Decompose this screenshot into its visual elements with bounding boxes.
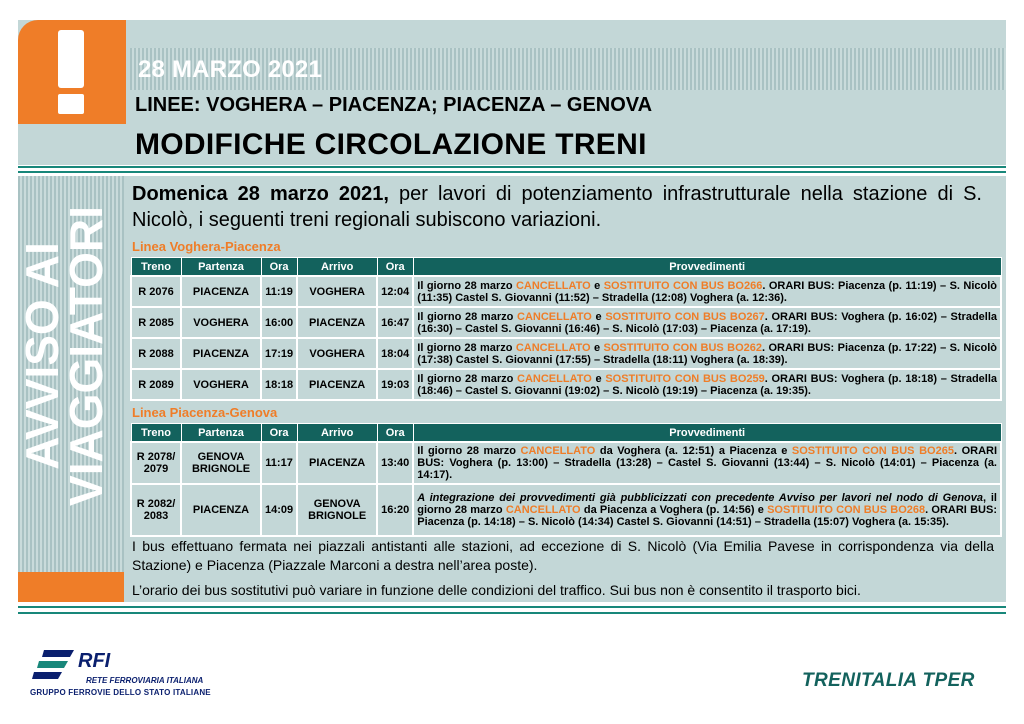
section-title-voghera-piacenza: Linea Voghera-Piacenza xyxy=(132,239,281,254)
cell-arrivo: VOGHERA xyxy=(297,276,377,307)
col-partenza: Partenza xyxy=(181,258,261,277)
cancel-badge: CANCELLATO xyxy=(515,341,591,354)
prov-text: Il giorno 28 marzo xyxy=(417,341,516,354)
prov-text: Il giorno 28 marzo xyxy=(417,279,516,292)
cell-ora-partenza: 18:18 xyxy=(261,369,297,400)
col-ora: Ora xyxy=(377,258,413,277)
prov-text: e xyxy=(591,372,606,385)
cell-treno: R 2082/ 2083 xyxy=(131,484,181,536)
cell-ora-arrivo: 12:04 xyxy=(377,276,413,307)
cell-arrivo: PIACENZA xyxy=(297,369,377,400)
cell-treno: R 2076 xyxy=(131,276,181,307)
cell-provvedimenti xyxy=(413,338,1001,369)
cell-treno: R 2089 xyxy=(131,369,181,400)
cell-treno: R 2088 xyxy=(131,338,181,369)
cancel-badge: CANCELLATO xyxy=(517,372,592,385)
cell-ora-arrivo: 13:40 xyxy=(377,442,413,484)
cell-arrivo: GENOVA BRIGNOLE xyxy=(297,484,377,536)
section-title-piacenza-genova: Linea Piacenza-Genova xyxy=(132,405,278,420)
divider xyxy=(18,171,1006,173)
cell-ora-arrivo: 16:47 xyxy=(377,307,413,338)
trenitalia-tper-logo: TRENITALIA TPER xyxy=(802,670,975,691)
bus-stops-note: I bus effettuano fermata nei piazzali antistanti alle stazioni, ad eccezione di S. Nicolò (Via Emilia Pavese in corrispondenza via della Stazione) e Piacenza (Piazzale Marconi a destra nell’area poste). xyxy=(132,538,994,573)
cell-arrivo: PIACENZA xyxy=(297,307,377,338)
cell-provvedimenti xyxy=(413,484,1001,536)
col-arrivo: Arrivo xyxy=(297,424,377,443)
bus-badge: SOSTITUITO CON BUS BO266 xyxy=(603,279,763,292)
col-ora: Ora xyxy=(261,258,297,277)
bus-schedule-note: L’orario dei bus sostitutivi può variare in funzione delle condizioni del traffico. Sui bus non è consentito il trasporto bici. xyxy=(132,582,861,598)
vertical-banner-line2: VIAGGIATORI xyxy=(60,206,112,506)
notice-lines: LINEE: VOGHERA – PIACENZA; PIACENZA – GENOVA xyxy=(135,94,653,116)
col-provvedimenti: Provvedimenti xyxy=(413,258,1001,277)
cell-ora-partenza: 17:19 xyxy=(261,338,297,369)
table-row xyxy=(131,442,1001,484)
table-row xyxy=(131,369,1001,400)
intro-date: Domenica 28 marzo 2021, xyxy=(132,183,389,205)
prov-text: . ORARI BUS: Voghera (p. 18:18) – Stradella (18:46) – Castel S. Giovanni (19:02) – S. Nicolò (19:19) – Piacenza (a. 19:35). xyxy=(417,372,998,397)
vertical-banner-line1: AVVISO AI xyxy=(16,242,68,470)
rfi-logo-text: RFI xyxy=(78,650,111,672)
cell-partenza: VOGHERA xyxy=(181,307,261,338)
col-partenza: Partenza xyxy=(181,424,261,443)
cell-ora-arrivo: 19:03 xyxy=(377,369,413,400)
cell-ora-arrivo: 18:04 xyxy=(377,338,413,369)
rfi-subtitle: RETE FERROVIARIA ITALIANA xyxy=(86,676,204,685)
cancel-badge: CANCELLATO xyxy=(515,279,591,292)
exclamation-bar xyxy=(58,30,84,88)
cell-provvedimenti xyxy=(413,442,1001,484)
cell-ora-arrivo: 16:20 xyxy=(377,484,413,536)
divider xyxy=(18,612,1006,614)
prov-text: . ORARI BUS: Piacenza (p. 17:22) – S. Nicolò (17:38) Castel S. Giovanni (17:55) – Stradella (18:11) Voghera (a. 18:39). xyxy=(417,341,998,366)
prov-text: . ORARI BUS: Piacenza (p. 11:19) – S. Nicolò (11:35) Castel S. Giovanni (11:52) – Stradella (12:08) Voghera (a. 12:36). xyxy=(417,279,998,304)
table-header xyxy=(131,424,1001,443)
prov-text: Il giorno 28 marzo xyxy=(417,310,518,323)
cell-arrivo: VOGHERA xyxy=(297,338,377,369)
prov-text: . ORARI BUS: Voghera (p. 13:00) – Stradella (13:28) – Castel S. Giovanni (13:44) – S. Nicolò (14:01) – Piacenza (a. 14:17). xyxy=(417,445,998,481)
prov-text: Il giorno 28 marzo xyxy=(417,445,521,457)
prov-text: e xyxy=(591,310,606,323)
rfi-logo-icon xyxy=(30,648,76,684)
prov-text: e xyxy=(590,279,604,292)
cell-provvedimenti xyxy=(413,369,1001,400)
prov-text: e xyxy=(590,341,604,354)
table-row xyxy=(131,338,1001,369)
bus-badge: SOSTITUITO CON BUS BO259 xyxy=(605,372,765,385)
prov-italic-note: A integrazione dei provvedimenti già pubblicizzati con precedente Avviso per lavori nel nodo di Genova xyxy=(417,492,984,504)
prov-text: da Piacenza a Voghera (p. 14:56) e xyxy=(580,504,768,516)
cell-ora-partenza: 11:17 xyxy=(261,442,297,484)
prov-text: da Voghera (a. 12:51) a Piacenza e xyxy=(595,445,792,457)
vertical-banner xyxy=(16,156,112,556)
notice-date: 28 MARZO 2021 xyxy=(138,56,323,83)
prov-text: . ORARI BUS: Voghera (p. 16:02) – Stradella (16:30) – Castel S. Giovanni (16:46) – S. Nicolò (17:03) – Piacenza (a. 17:19). xyxy=(417,310,998,335)
intro-rest: per lavori di potenziamento infrastrutturale nella stazione di S. Nicolò, i seguenti treni regionali subiscono variazioni. xyxy=(132,183,982,231)
cancel-badge: CANCELLATO xyxy=(520,445,596,457)
intro-text xyxy=(132,181,982,233)
bus-badge: SOSTITUITO CON BUS BO267 xyxy=(605,310,765,323)
cell-partenza: PIACENZA xyxy=(181,276,261,307)
table-row xyxy=(131,276,1001,307)
table-row xyxy=(131,307,1001,338)
cell-partenza: GENOVA BRIGNOLE xyxy=(181,442,261,484)
cell-partenza: VOGHERA xyxy=(181,369,261,400)
col-treno: Treno xyxy=(131,424,181,443)
side-accent xyxy=(18,572,124,602)
exclamation-dot xyxy=(58,94,84,114)
divider xyxy=(18,606,1006,608)
col-ora: Ora xyxy=(377,424,413,443)
cell-provvedimenti xyxy=(413,307,1001,338)
bus-badge: SOSTITUITO CON BUS BO268 xyxy=(767,504,926,516)
col-ora: Ora xyxy=(261,424,297,443)
timetable-voghera-piacenza xyxy=(130,257,1002,401)
cancel-badge: CANCELLATO xyxy=(505,504,581,516)
cell-ora-partenza: 11:19 xyxy=(261,276,297,307)
prov-text: . ORARI BUS: Piacenza (p. 14:18) – S. Nicolò (14:34) Castel S. Giovanni (14:51) – Stradella (15:07) Voghera (a. 15:35). xyxy=(417,504,997,528)
cell-treno: R 2085 xyxy=(131,307,181,338)
cell-ora-partenza: 16:00 xyxy=(261,307,297,338)
col-provvedimenti: Provvedimenti xyxy=(413,424,1001,443)
cell-arrivo: PIACENZA xyxy=(297,442,377,484)
prov-text: Il giorno 28 marzo xyxy=(417,372,518,385)
cancel-badge: CANCELLATO xyxy=(517,310,592,323)
timetable-piacenza-genova xyxy=(130,423,1002,537)
page-title: MODIFICHE CIRCOLAZIONE TRENI xyxy=(135,128,647,161)
col-arrivo: Arrivo xyxy=(297,258,377,277)
rfi-group: GRUPPO FERROVIE DELLO STATO ITALIANE xyxy=(30,688,211,697)
prov-text: , il giorno 28 marzo xyxy=(417,492,997,516)
table-row xyxy=(131,484,1001,536)
col-treno: Treno xyxy=(131,258,181,277)
bus-badge: SOSTITUITO CON BUS BO262 xyxy=(603,341,763,354)
cell-partenza: PIACENZA xyxy=(181,484,261,536)
cell-provvedimenti xyxy=(413,276,1001,307)
cell-partenza: PIACENZA xyxy=(181,338,261,369)
divider xyxy=(18,166,1006,168)
table-header xyxy=(131,258,1001,277)
bus-badge: SOSTITUITO CON BUS BO265 xyxy=(791,445,954,457)
cell-ora-partenza: 14:09 xyxy=(261,484,297,536)
cell-treno: R 2078/ 2079 xyxy=(131,442,181,484)
